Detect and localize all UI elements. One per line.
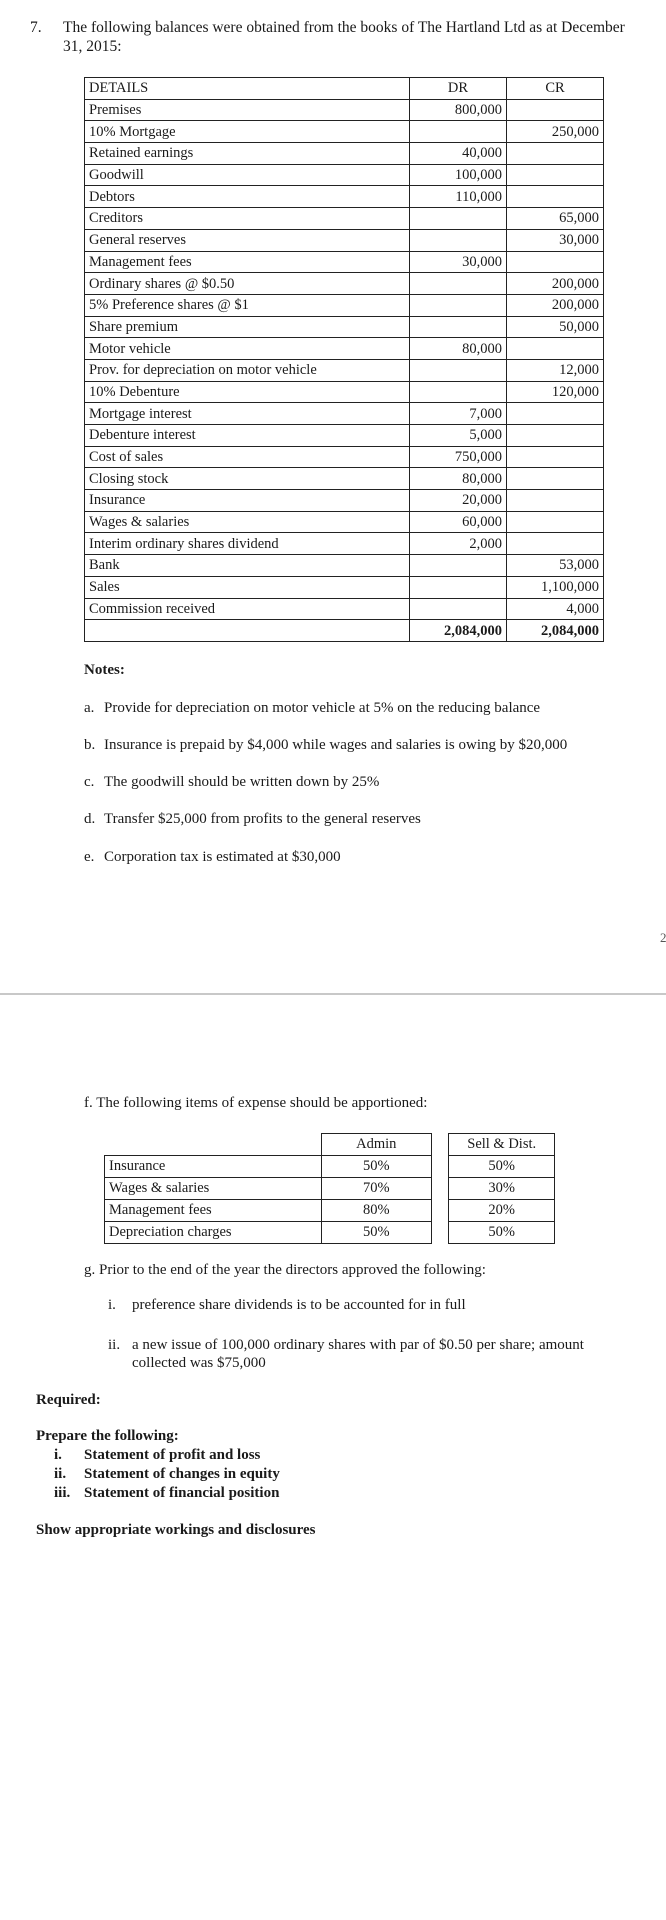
item-line-1: a new issue of 100,000 ordinary shares with par of $0.50 per share; amount xyxy=(132,1337,584,1353)
trial-balance-row xyxy=(85,533,604,555)
row-dr: 110,000 xyxy=(410,186,507,208)
admin-percent: 70% xyxy=(321,1178,431,1200)
question-number: 7. xyxy=(30,19,42,36)
note-item xyxy=(84,774,379,791)
admin-percent: 50% xyxy=(321,1222,431,1244)
trial-balance-row xyxy=(85,359,604,381)
row-cr: 30,000 xyxy=(507,229,604,251)
details-header: DETAILS xyxy=(85,78,410,100)
trial-balance-row xyxy=(85,338,604,360)
admin-percent: 80% xyxy=(321,1200,431,1222)
row-dr xyxy=(410,208,507,230)
row-details: Creditors xyxy=(85,208,410,230)
row-details: Ordinary shares @ $0.50 xyxy=(85,273,410,295)
apportionment-row xyxy=(105,1178,555,1200)
page-divider xyxy=(0,993,666,995)
column-gap xyxy=(431,1222,449,1244)
trial-balance-row xyxy=(85,555,604,577)
notes-title: Notes: xyxy=(84,662,125,678)
sell-dist-header: Sell & Dist. xyxy=(449,1134,555,1156)
row-dr: 60,000 xyxy=(410,511,507,533)
expense-item: Insurance xyxy=(105,1156,322,1178)
row-dr: 7,000 xyxy=(410,403,507,425)
row-dr xyxy=(410,555,507,577)
trial-balance-row xyxy=(85,468,604,490)
row-details: General reserves xyxy=(85,229,410,251)
row-details: Premises xyxy=(85,99,410,121)
apportionment-row xyxy=(105,1222,555,1244)
item-numeral: ii. xyxy=(108,1337,121,1353)
note-text: Provide for depreciation on motor vehicle at 5% on the reducing balance xyxy=(104,700,541,716)
trial-balance-row xyxy=(85,316,604,338)
column-gap xyxy=(431,1134,449,1156)
column-gap xyxy=(431,1200,449,1222)
row-details: Insurance xyxy=(85,490,410,512)
required-numeral: ii. xyxy=(54,1466,67,1482)
trial-balance-row xyxy=(85,186,604,208)
total-cr: 2,084,000 xyxy=(507,620,604,642)
required-item xyxy=(54,1485,279,1502)
question-heading xyxy=(30,18,660,56)
row-cr xyxy=(507,490,604,512)
row-dr xyxy=(410,598,507,620)
directors-item xyxy=(108,1296,628,1314)
row-dr: 2,000 xyxy=(410,533,507,555)
note-item xyxy=(84,849,341,866)
trial-balance-row xyxy=(85,99,604,121)
required-title: Required: xyxy=(36,1392,101,1408)
row-cr: 12,000 xyxy=(507,359,604,381)
row-details: Mortgage interest xyxy=(85,403,410,425)
row-details: Debtors xyxy=(85,186,410,208)
trial-balance-row xyxy=(85,143,604,165)
note-letter: e. xyxy=(84,849,95,865)
row-dr xyxy=(410,273,507,295)
row-dr xyxy=(410,359,507,381)
row-dr: 30,000 xyxy=(410,251,507,273)
note-item xyxy=(84,737,567,754)
row-cr: 200,000 xyxy=(507,273,604,295)
apportionment-intro: f. The following items of expense should be apportioned: xyxy=(84,1095,428,1111)
apportionment-header-row xyxy=(105,1134,555,1156)
trial-balance-row xyxy=(85,598,604,620)
note-text: The goodwill should be written down by 25% xyxy=(104,774,380,790)
required-text: Statement of changes in equity xyxy=(84,1466,280,1482)
dr-header: DR xyxy=(410,78,507,100)
row-details: Bank xyxy=(85,555,410,577)
row-dr xyxy=(410,294,507,316)
row-dr: 80,000 xyxy=(410,468,507,490)
trial-balance-row xyxy=(85,121,604,143)
sell-dist-percent: 50% xyxy=(449,1156,555,1178)
note-letter: c. xyxy=(84,774,95,790)
directors-item xyxy=(108,1336,628,1372)
sell-dist-percent: 50% xyxy=(449,1222,555,1244)
row-details: Goodwill xyxy=(85,164,410,186)
trial-balance-row xyxy=(85,576,604,598)
cr-header: CR xyxy=(507,78,604,100)
row-details: Cost of sales xyxy=(85,446,410,468)
admin-percent: 50% xyxy=(321,1156,431,1178)
row-dr xyxy=(410,121,507,143)
row-cr xyxy=(507,186,604,208)
column-gap xyxy=(431,1178,449,1200)
apportionment-row xyxy=(105,1200,555,1222)
row-cr xyxy=(507,446,604,468)
trial-balance-row xyxy=(85,273,604,295)
row-dr: 750,000 xyxy=(410,446,507,468)
row-dr xyxy=(410,229,507,251)
total-dr: 2,084,000 xyxy=(410,620,507,642)
row-cr xyxy=(507,403,604,425)
expense-item: Depreciation charges xyxy=(105,1222,322,1244)
sell-dist-percent: 30% xyxy=(449,1178,555,1200)
row-details: Motor vehicle xyxy=(85,338,410,360)
row-cr: 4,000 xyxy=(507,598,604,620)
row-cr xyxy=(507,251,604,273)
required-numeral: i. xyxy=(54,1447,62,1463)
row-dr: 100,000 xyxy=(410,164,507,186)
note-text: Corporation tax is estimated at $30,000 xyxy=(104,849,341,865)
row-cr: 200,000 xyxy=(507,294,604,316)
row-cr xyxy=(507,511,604,533)
row-cr xyxy=(507,338,604,360)
trial-balance-header-row xyxy=(85,78,604,100)
row-details: Sales xyxy=(85,576,410,598)
item-line-1: preference share dividends is to be accounted for in full xyxy=(132,1297,466,1313)
apportionment-table xyxy=(104,1133,555,1244)
trial-balance-row xyxy=(85,208,604,230)
row-dr: 40,000 xyxy=(410,143,507,165)
row-cr xyxy=(507,425,604,447)
note-text: Transfer $25,000 from profits to the general reserves xyxy=(104,811,421,827)
prepare-title: Prepare the following: xyxy=(36,1428,179,1444)
item-numeral: i. xyxy=(108,1297,116,1313)
required-text: Statement of financial position xyxy=(84,1485,280,1501)
row-cr: 120,000 xyxy=(507,381,604,403)
required-item xyxy=(54,1466,280,1483)
row-details: 10% Mortgage xyxy=(85,121,410,143)
row-details: Retained earnings xyxy=(85,143,410,165)
trial-balance-row xyxy=(85,251,604,273)
row-details: Closing stock xyxy=(85,468,410,490)
note-letter: d. xyxy=(84,811,96,827)
expense-item: Wages & salaries xyxy=(105,1178,322,1200)
column-gap xyxy=(431,1156,449,1178)
note-item xyxy=(84,700,540,717)
directors-intro: g. Prior to the end of the year the directors approved the following: xyxy=(84,1262,486,1278)
trial-balance-row xyxy=(85,164,604,186)
row-details: 5% Preference shares @ $1 xyxy=(85,294,410,316)
row-cr xyxy=(507,143,604,165)
row-dr xyxy=(410,381,507,403)
row-details: Management fees xyxy=(85,251,410,273)
trial-balance-row xyxy=(85,425,604,447)
item-line-2: collected was $75,000 xyxy=(132,1355,266,1371)
apportionment-row xyxy=(105,1156,555,1178)
workings-instruction: Show appropriate workings and disclosures xyxy=(36,1522,316,1538)
question-line-1: The following balances were obtained from the books of The Hartland Ltd as at December xyxy=(63,19,625,36)
required-numeral: iii. xyxy=(54,1485,71,1501)
row-details: Wages & salaries xyxy=(85,511,410,533)
note-letter: a. xyxy=(84,700,95,716)
row-details: Debenture interest xyxy=(85,425,410,447)
row-cr xyxy=(507,99,604,121)
row-cr xyxy=(507,468,604,490)
trial-balance-row xyxy=(85,511,604,533)
row-details: Interim ordinary shares dividend xyxy=(85,533,410,555)
row-details: Prov. for depreciation on motor vehicle xyxy=(85,359,410,381)
note-item xyxy=(84,811,421,828)
row-dr: 5,000 xyxy=(410,425,507,447)
trial-balance-row xyxy=(85,381,604,403)
trial-balance-row xyxy=(85,294,604,316)
row-dr: 800,000 xyxy=(410,99,507,121)
trial-balance-total-row xyxy=(85,620,604,642)
row-dr: 80,000 xyxy=(410,338,507,360)
required-item xyxy=(54,1447,260,1464)
required-text: Statement of profit and loss xyxy=(84,1447,261,1463)
row-cr: 250,000 xyxy=(507,121,604,143)
row-dr xyxy=(410,316,507,338)
row-cr: 1,100,000 xyxy=(507,576,604,598)
row-cr xyxy=(507,533,604,555)
row-cr xyxy=(507,164,604,186)
admin-header: Admin xyxy=(321,1134,431,1156)
page-edge-mark: 2 xyxy=(660,930,666,945)
trial-balance-row xyxy=(85,229,604,251)
trial-balance-table xyxy=(84,77,604,642)
row-dr: 20,000 xyxy=(410,490,507,512)
total-blank xyxy=(85,620,410,642)
note-text: Insurance is prepaid by $4,000 while wages and salaries is owing by $20,000 xyxy=(104,737,568,753)
trial-balance-row xyxy=(85,490,604,512)
question-line-2: 31, 2015: xyxy=(63,38,122,55)
row-cr: 53,000 xyxy=(507,555,604,577)
note-letter: b. xyxy=(84,737,96,753)
row-details: 10% Debenture xyxy=(85,381,410,403)
expense-item: Management fees xyxy=(105,1200,322,1222)
row-dr xyxy=(410,576,507,598)
row-details: Share premium xyxy=(85,316,410,338)
row-details: Commission received xyxy=(85,598,410,620)
row-cr: 65,000 xyxy=(507,208,604,230)
row-cr: 50,000 xyxy=(507,316,604,338)
trial-balance-row xyxy=(85,403,604,425)
sell-dist-percent: 20% xyxy=(449,1200,555,1222)
trial-balance-row xyxy=(85,446,604,468)
apportionment-blank-header xyxy=(105,1134,322,1156)
